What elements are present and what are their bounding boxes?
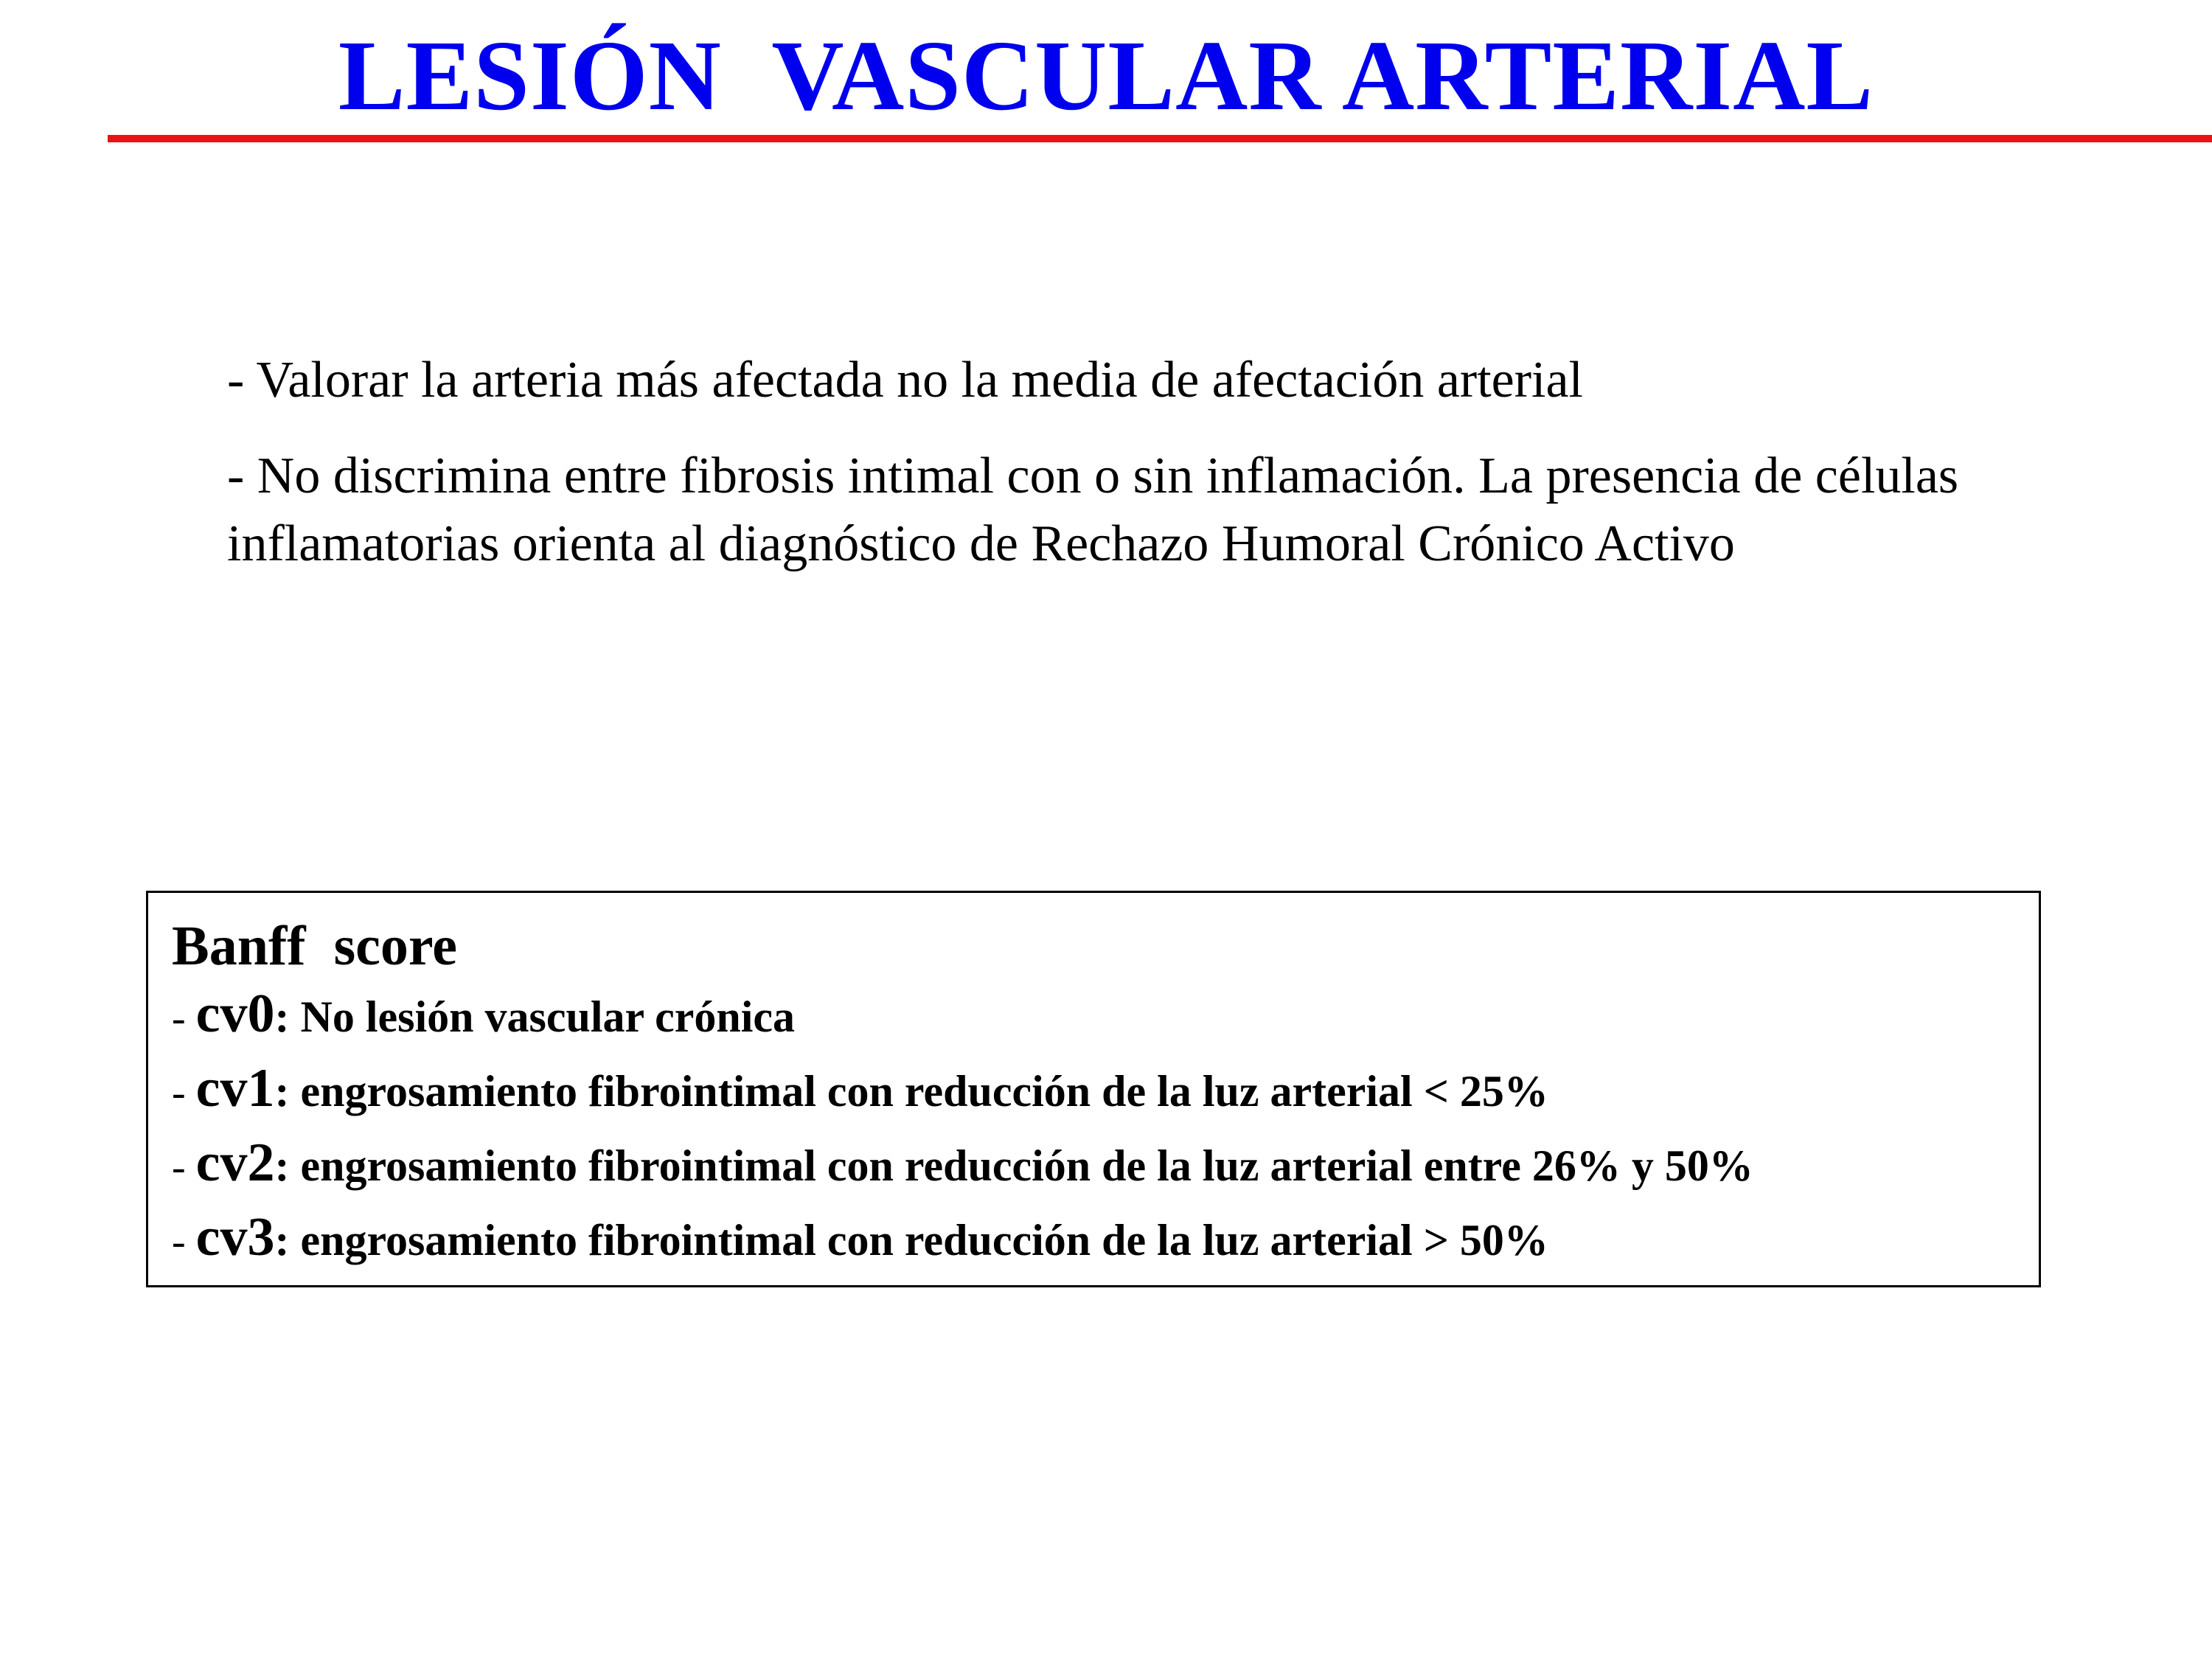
note-item: - Valorar la arteria más afectada no la media de afectación arterial (227, 352, 1584, 408)
notes-list (227, 347, 2041, 606)
row-dash: - (172, 995, 196, 1041)
slide-title: LESIÓN VASCULAR ARTERIAL (338, 21, 1874, 131)
row-description: : engrosamiento fibrointimal con reducción de la luz arterial < 25% (274, 1067, 1548, 1116)
banff-row-cv0 (172, 983, 2039, 1057)
banff-row-cv1 (172, 1057, 2039, 1132)
banff-score-box (146, 891, 2041, 1287)
row-code: cv3 (195, 1207, 275, 1267)
note-item: - No discrimina entre fibrosis intimal con o sin inflamación. La presencia de células inflamatorias orienta al diagnóstico de Rechazo Humoral Crónico Activo (227, 448, 1959, 572)
banff-row-cv3 (172, 1206, 2039, 1281)
banff-heading: Banff score (172, 915, 457, 977)
row-description: : engrosamiento fibrointimal con reducción de la luz arterial > 50% (274, 1216, 1548, 1265)
row-description: : No lesión vascular crónica (274, 992, 796, 1041)
row-description: : engrosamiento fibrointimal con reducción de la luz arterial entre 26% y 50% (274, 1141, 1753, 1190)
banff-row-cv2 (172, 1132, 2039, 1206)
row-code: cv2 (195, 1133, 275, 1193)
row-dash: - (172, 1144, 196, 1190)
title-underline (108, 135, 2212, 142)
row-code: cv1 (195, 1058, 275, 1119)
row-dash: - (172, 1219, 196, 1265)
row-code: cv0 (195, 984, 275, 1044)
row-dash: - (172, 1070, 196, 1116)
